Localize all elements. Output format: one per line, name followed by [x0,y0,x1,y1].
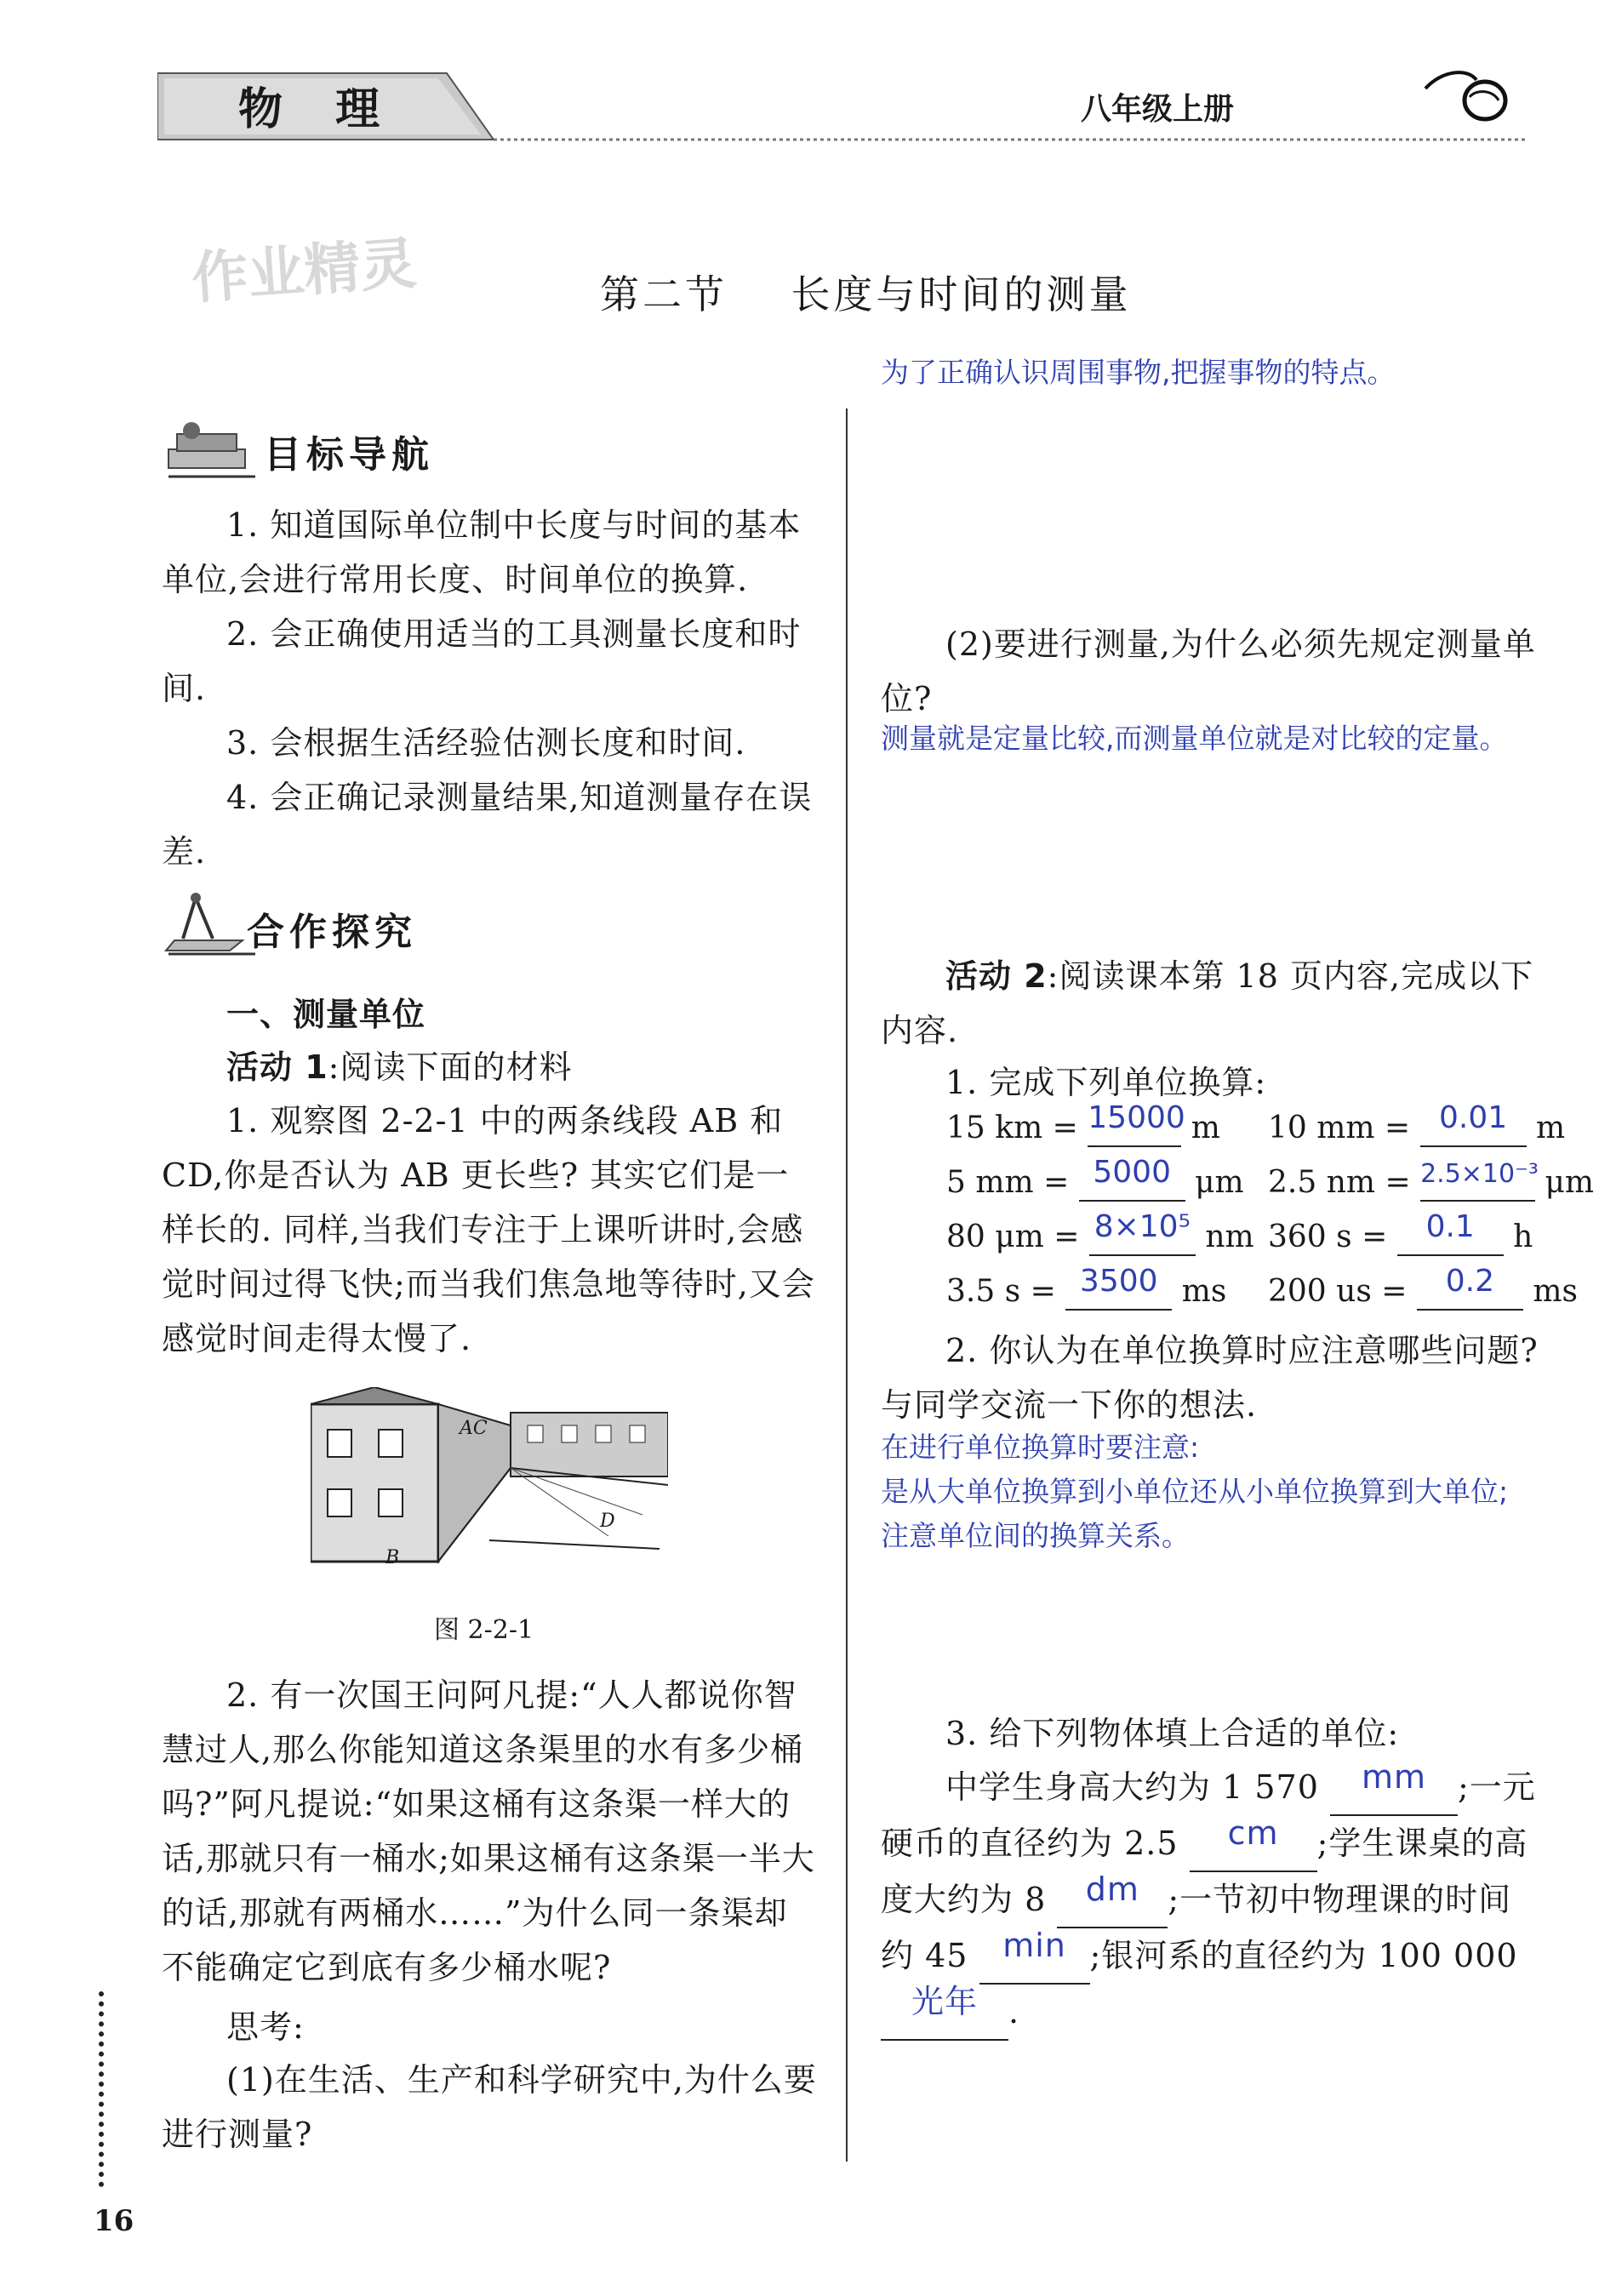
answer-2: 测量就是定量比较,而测量单位就是对比较的定量。 [881,722,1508,755]
fill-answer[interactable]: min [1002,1927,1066,1964]
mouse-logo-icon [1417,63,1519,131]
page-number-dots [99,1991,109,2187]
conversion-row [1268,1159,1595,1202]
conversion-lhs: 3.5 s = [946,1274,1056,1309]
conversion-lhs: 10 mm = [1268,1111,1411,1145]
conversion-unit: ms [1533,1274,1578,1309]
goal-item: 3. 会根据生活经验估测长度和时间. [226,724,746,762]
fill-text: ;银河系的直径约为 100 000 [1089,1937,1518,1974]
compass-icon [162,889,255,957]
sub1-heading: 一、测量单位 [226,996,426,1033]
label-ac: AC [460,1418,488,1439]
paragraph-1: 1. 观察图 2-2-1 中的两条线段 AB 和 CD,你是否认为 AB 更长些? 其实它们是一样长的. 同样,当我们专注于上课听讲时,会感觉时间过得飞快;而当我们焦急地等待时,又会感觉时间走得太慢了. [162,1102,815,1357]
label-b: B [385,1547,400,1568]
conversion-unit: m [1536,1111,1566,1145]
conversion-lhs: 2.5 nm = [1268,1165,1411,1200]
section-title: 第二节 长度与时间的测量 [600,271,1132,317]
goals-list [162,498,817,879]
conversion-lhs: 5 mm = [946,1165,1070,1200]
conversion-answer[interactable]: 8×10⁵ [1094,1209,1191,1244]
conversion-answer[interactable]: 0.01 [1439,1100,1508,1135]
fill-in-units [881,1760,1545,2041]
label-d: D [600,1511,615,1532]
fill-answer[interactable]: dm [1085,1870,1139,1908]
activity2-label: 活动 2 [945,957,1048,995]
activity2-text: :阅读课本第 18 页内容,完成以下内容. [881,957,1534,1049]
answer-conversion-2 [881,1425,1545,1558]
activity1-text: :阅读下面的材料 [328,1048,573,1086]
conversion-lhs: 360 s = [1268,1219,1388,1254]
paragraph-2: 2. 有一次国王问阿凡提:“人人都说你智慧过人,那么你能知道这条渠里的水有多少桶吗?”阿凡提说:“如果这桶有这条渠一样大的话,那就只有一桶水;如果这桶有这条渠一半大的话,那就有两桶水……”为什么同一条渠却不能确定它到底有多少桶水呢? [162,1676,815,1986]
activity1 [226,1040,572,1094]
conversion-unit: h [1513,1219,1533,1254]
fill-text: ;学生课桌的高度大约为 8 [881,1825,1528,1918]
grade-label: 八年级上册 [1081,92,1235,127]
books-icon [162,417,255,485]
conversion-answer[interactable]: 0.2 [1445,1264,1495,1299]
figure-caption: 图 2-2-1 [434,1615,534,1645]
conversion-lhs: 200 us = [1268,1274,1408,1309]
explore-heading-text: 合作探究 [247,911,417,954]
conversion-answer[interactable]: 2.5×10⁻³ [1420,1159,1539,1189]
conversion-row [946,1209,1254,1256]
fill-answer[interactable]: mm [1361,1758,1426,1796]
explore-heading [162,889,451,957]
conversion-row [946,1155,1244,1202]
goal-item: 1. 知道国际单位制中长度与时间的基本单位,会进行常用长度、时间单位的换算. [162,506,802,598]
think-label: 思考: [226,2008,305,2046]
conversion-answer[interactable]: 5000 [1093,1155,1171,1190]
goal-heading [162,417,451,485]
fill-answer[interactable]: 光年 [911,1983,978,2020]
question-3: 3. 给下列物体填上合适的单位: [945,1715,1400,1752]
subject-title: 物 理 [238,84,399,135]
activity1-label: 活动 1 [226,1048,328,1086]
question-conversion-2: 2. 你认为在单位换算时应注意哪些问题? 与同学交流一下你的想法. [881,1332,1539,1424]
fill-text: ;一节初中物理课的时间约 45 [881,1881,1512,1974]
conversion-row [1268,1100,1566,1147]
conversion-title: 1. 完成下列单位换算: [945,1064,1267,1101]
fill-text: ;一元硬币的直径约为 2.5 [881,1768,1536,1862]
figure-street [311,1387,668,1570]
conversion-unit: nm [1205,1219,1254,1254]
conversion-unit: μm [1195,1165,1244,1200]
conversion-unit: m [1191,1111,1220,1145]
activity2 [881,949,1545,1058]
conversion-lhs: 80 μm = [946,1219,1080,1254]
conversion-answer[interactable]: 3500 [1079,1264,1158,1299]
fill-answer[interactable]: cm [1227,1814,1279,1852]
page-header [157,66,1527,145]
conversion-unit: μm [1545,1165,1595,1200]
answer-1: 为了正确认识周围事物,把握事物的特点。 [881,356,1396,389]
answer-line: 是从大单位换算到小单位还从小单位换算到大单位; [881,1475,1509,1508]
goal-item: 4. 会正确记录测量结果,知道测量存在误差. [162,779,813,871]
conversion-unit: ms [1181,1274,1227,1309]
question-1: (1)在生活、生产和科学研究中,为什么要进行测量? [162,2061,817,2153]
conversion-answer[interactable]: 0.1 [1425,1209,1475,1244]
conversion-lhs: 15 km = [946,1111,1078,1145]
conversion-row [946,1100,1220,1147]
column-divider [846,408,848,2162]
goal-item: 2. 会正确使用适当的工具测量长度和时间. [162,615,802,707]
goal-heading-text: 目标导航 [264,433,434,477]
page-number: 16 [94,2204,134,2238]
question-2: (2)要进行测量,为什么必须先规定测量单位? [881,625,1536,717]
conversion-row [946,1264,1227,1311]
conversion-row [1268,1209,1533,1256]
conversion-answer[interactable]: 15000 [1088,1100,1185,1135]
street-illustration [311,1387,668,1570]
answer-line: 注意单位间的换算关系。 [881,1519,1190,1552]
conversion-row [1268,1264,1578,1311]
answer-line: 在进行单位换算时要注意: [881,1431,1200,1464]
fill-text: 中学生身高大约为 1 570 [945,1768,1319,1806]
watermark: 作业精灵 [190,230,419,312]
fill-text: . [1008,1993,1020,2030]
